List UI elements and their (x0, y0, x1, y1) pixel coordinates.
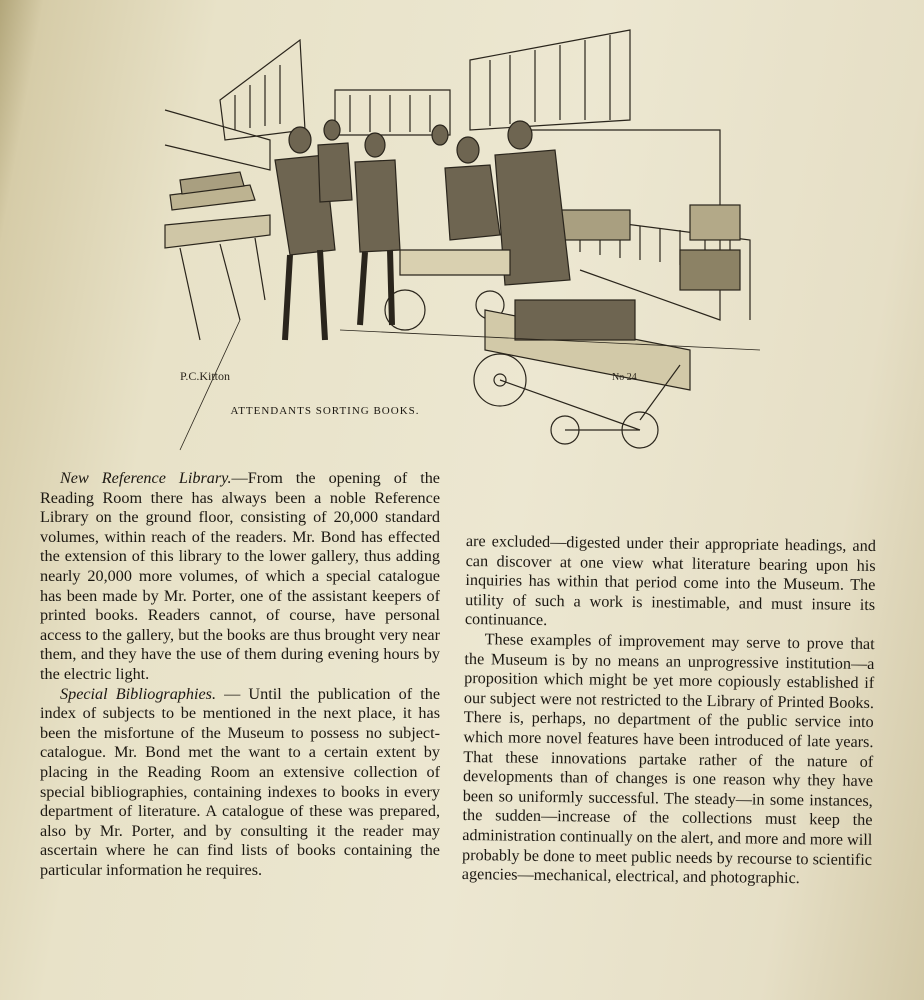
engraving-attendants-sorting-books (160, 20, 760, 460)
paragraph-continuation: are excluded—digested under their appropriate headings, and can discover at one view what literature bearing upon his inquiries has within that period come into the Museum. The utility of such a work is inestimable, and must insure its continuance. (464, 532, 876, 630)
artist-signature: P.C.Kitton (180, 369, 231, 383)
left-column (40, 469, 440, 880)
left-counter (165, 110, 270, 340)
paragraph-new-reference-library (40, 469, 440, 685)
run-in-heading: New Reference Library. (60, 469, 232, 487)
trolley-number: No 24 (612, 372, 637, 383)
run-in-heading: Special Bibliographies. (60, 684, 217, 703)
background-stacks (220, 30, 630, 140)
paragraph-special-bibliographies (40, 685, 440, 881)
illustration-caption: ATTENDANTS SORTING BOOKS. (230, 405, 420, 417)
paragraph-examples-of-improvement: These examples of improvement may serve to prove that the Museum is by no means an unprogressive institution—a proposition which might be yet more copiously established if our subject were not restricted to the Library of Printed Books. There is, perhaps, no department of the public service into which more novel features have been introduced of late years. That these innovations partake rather of the nature of developments than of changes is one reason why they have been so uniformly successful. The steady—in some instances, the sudden—increase of the collections must keep the administration continually on the alert, and more and more will probably be done to meet public needs by recourse to scientific agencies—mechanical, electrical, and photographic. (461, 630, 875, 888)
paragraph-text: —From the opening of the Reading Room there has always been a noble Reference Library on the ground floor, consisting of 20,000 standard volumes, within reach of the readers. Mr. Bond has effected the extension of this library to the lower gallery, thus adding nearly 20,000 more volumes, of which a special catalogue has been made by Mr. Porter, one of the assistant keepers of printed books. Readers cannot, of course, have personal access to the gallery, but the books are thus brought very near them, and they have the use of them during evening hours by the electric light. (40, 469, 440, 683)
paragraph-text: — Until the publication of the index of subjects to be mentioned in the next place, it has been the misfortune of the Museum to possess no subject-catalogue. Mr. Bond met the want to a certain extent by placing in the Reading Room an extensive collection of special bibliographies, containing indexes to books in every department of literature. A catalogue of these was prepared, also by Mr. Porter, and by consulting it the reader may ascertain where he can find lists of books containing the particular information he requires. (40, 684, 441, 879)
right-column (462, 532, 876, 890)
